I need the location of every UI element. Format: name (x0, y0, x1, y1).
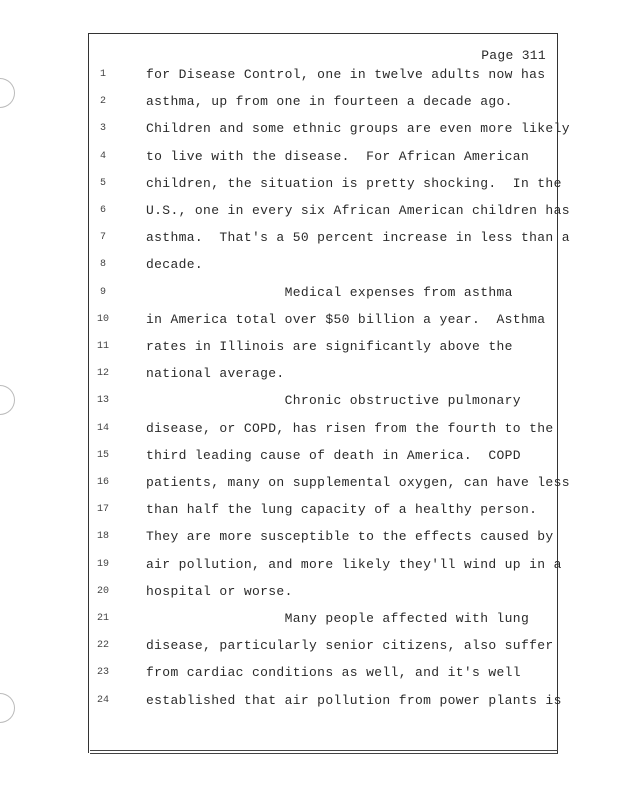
line-text: established that air pollution from power plants is (146, 692, 562, 708)
line-number: 16 (96, 477, 109, 488)
line-number: 21 (96, 613, 109, 624)
transcript-line (0, 611, 618, 638)
transcript-line (0, 366, 618, 393)
line-number: 3 (99, 123, 106, 135)
transcript-line (0, 339, 618, 366)
line-number: 14 (96, 422, 109, 434)
transcript-line (0, 312, 618, 339)
transcript-line (0, 584, 618, 611)
line-number: 7 (99, 232, 106, 244)
line-text: disease, or COPD, has risen from the fourth to the (146, 420, 554, 436)
line-number: 12 (96, 368, 109, 380)
line-number: 19 (96, 558, 109, 570)
transcript-line (0, 665, 618, 692)
transcript-line (0, 121, 618, 148)
line-text: Chronic obstructive pulmonary (146, 393, 521, 409)
line-text: to live with the disease. For African American (146, 148, 530, 164)
line-number: 17 (96, 504, 109, 516)
transcript-line (0, 529, 618, 556)
line-text: for Disease Control, one in twelve adults now has (146, 67, 546, 82)
line-text: Many people affected with lung (146, 611, 530, 626)
line-text: disease, particularly senior citizens, also suffer (146, 638, 554, 654)
transcript-line (0, 638, 618, 665)
transcript-line (0, 257, 618, 284)
line-number: 5 (99, 177, 106, 189)
line-number: 6 (99, 205, 106, 216)
line-number: 10 (96, 313, 109, 325)
transcript-line (0, 176, 618, 203)
transcript-line (0, 421, 618, 448)
line-text: U.S., one in every six African American children has (146, 203, 570, 218)
transcript-line (0, 230, 618, 257)
line-text: patients, many on supplemental oxygen, can have less (146, 475, 570, 490)
line-number: 24 (96, 694, 109, 706)
line-text: than half the lung capacity of a healthy person. (146, 502, 538, 518)
transcript-line (0, 285, 618, 312)
line-number: 9 (99, 286, 106, 298)
transcript-line (0, 693, 618, 720)
bottom-rule (90, 750, 558, 751)
line-text: hospital or worse. (146, 583, 293, 599)
line-text: Medical expenses from asthma (146, 284, 513, 300)
line-number: 18 (96, 531, 109, 543)
line-text: air pollution, and more likely they'll wind up in a (146, 556, 562, 572)
line-text: rates in Illinois are significantly above the (146, 339, 513, 354)
line-number: 13 (96, 395, 109, 407)
transcript-line (0, 67, 618, 94)
transcript-line (0, 475, 618, 502)
line-number: 2 (99, 96, 106, 108)
transcript-line (0, 502, 618, 529)
line-text: asthma, up from one in fourteen a decade ago. (146, 94, 513, 110)
line-text: national average. (146, 366, 285, 382)
transcript-line (0, 94, 618, 121)
line-number: 8 (99, 259, 106, 271)
line-number: 23 (96, 667, 109, 679)
line-number: 20 (96, 585, 109, 597)
line-number: 11 (96, 341, 109, 352)
line-number: 4 (99, 150, 106, 162)
line-text: third leading cause of death in America. COPD (146, 447, 521, 463)
line-text: from cardiac conditions as well, and it's well (146, 665, 521, 681)
transcript-line (0, 149, 618, 176)
page-number: Page 311 (481, 48, 546, 63)
line-text: children, the situation is pretty shocking. In the (146, 175, 562, 191)
line-text: Children and some ethnic groups are even more likely (146, 121, 570, 137)
bottom-rule-double (90, 753, 558, 754)
transcript-line (0, 203, 618, 230)
transcript-line (0, 557, 618, 584)
line-number: 1 (99, 69, 106, 80)
line-text: decade. (146, 257, 204, 273)
line-text: asthma. That's a 50 percent increase in less than a (146, 230, 570, 246)
transcript-line (0, 393, 618, 420)
transcript-line (0, 448, 618, 475)
line-number: 15 (96, 449, 109, 461)
line-text: They are more susceptible to the effects caused by (146, 529, 554, 545)
line-text: in America total over $50 billion a year. Asthma (146, 311, 546, 327)
line-number: 22 (96, 640, 109, 652)
